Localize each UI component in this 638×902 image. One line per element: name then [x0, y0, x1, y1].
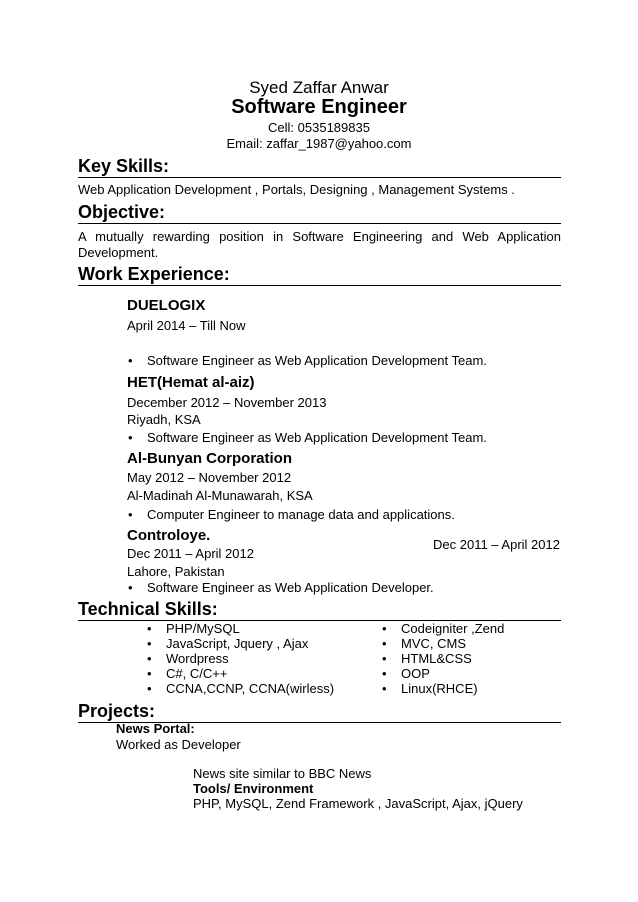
key-skills-text: Web Application Development , Portals, Designing , Management Systems . [78, 182, 515, 197]
skill-item: • JavaScript, Jquery , Ajax [166, 636, 308, 651]
job-dates: December 2012 – November 2013 [127, 395, 327, 410]
job-title: Software Engineer [231, 96, 407, 118]
job-location: Lahore, Pakistan [127, 564, 225, 579]
skill-item: • MVC, CMS [401, 636, 466, 651]
project-name: News Portal: [116, 721, 195, 736]
objective-heading: Objective: [78, 201, 561, 224]
job-company: Al-Bunyan Corporation [127, 450, 292, 467]
project-role: Worked as Developer [116, 737, 241, 752]
skill-item: • Wordpress [166, 651, 229, 666]
job-bullet: • Software Engineer as Web Application Developer. [147, 580, 434, 595]
job-company: Controloye. [127, 527, 211, 544]
skill-item: • C#, C/C++ [166, 666, 227, 681]
technical-skills-heading: Technical Skills: [78, 598, 561, 621]
candidate-name: Syed Zaffar Anwar [249, 78, 389, 97]
email-address: Email: zaffar_1987@yahoo.com [226, 136, 412, 151]
job-location: Al-Madinah Al-Munawarah, KSA [127, 488, 313, 503]
project-description: News site similar to BBC News [193, 766, 372, 781]
objective-line-1: A mutually rewarding position in Software Engineering and Web Application [78, 229, 561, 244]
projects-heading: Projects: [78, 700, 561, 723]
work-experience-heading: Work Experience: [78, 263, 561, 286]
skill-item: • Codeigniter ,Zend [401, 621, 504, 636]
phone-number: Cell: 0535189835 [268, 120, 370, 135]
job-company: HET(Hemat al-aiz) [127, 374, 255, 391]
job-bullet: • Computer Engineer to manage data and applications. [147, 507, 455, 522]
skill-item: • CCNA,CCNP, CCNA(wirless) [166, 681, 334, 696]
job-dates: May 2012 – November 2012 [127, 470, 292, 485]
skill-item: • PHP/MySQL [166, 621, 240, 636]
key-skills-heading: Key Skills: [78, 155, 561, 178]
skill-item: • OOP [401, 666, 430, 681]
job-bullet: • Software Engineer as Web Application Development Team. [147, 430, 487, 445]
job-dates-right: Dec 2011 – April 2012 [433, 537, 560, 552]
project-tools-label: Tools/ Environment [193, 781, 314, 796]
job-dates: Dec 2011 – April 2012 [127, 546, 254, 561]
skill-item: • Linux(RHCE) [401, 681, 478, 696]
objective-line-2: Development. [78, 245, 159, 260]
job-company: DUELOGIX [127, 297, 206, 314]
job-location: Riyadh, KSA [127, 412, 201, 427]
skill-item: • HTML&CSS [401, 651, 472, 666]
job-dates: April 2014 – Till Now [127, 318, 246, 333]
project-tools: PHP, MySQL, Zend Framework , JavaScript, Ajax, jQuery [193, 796, 523, 811]
job-bullet: • Software Engineer as Web Application Development Team. [147, 353, 487, 368]
